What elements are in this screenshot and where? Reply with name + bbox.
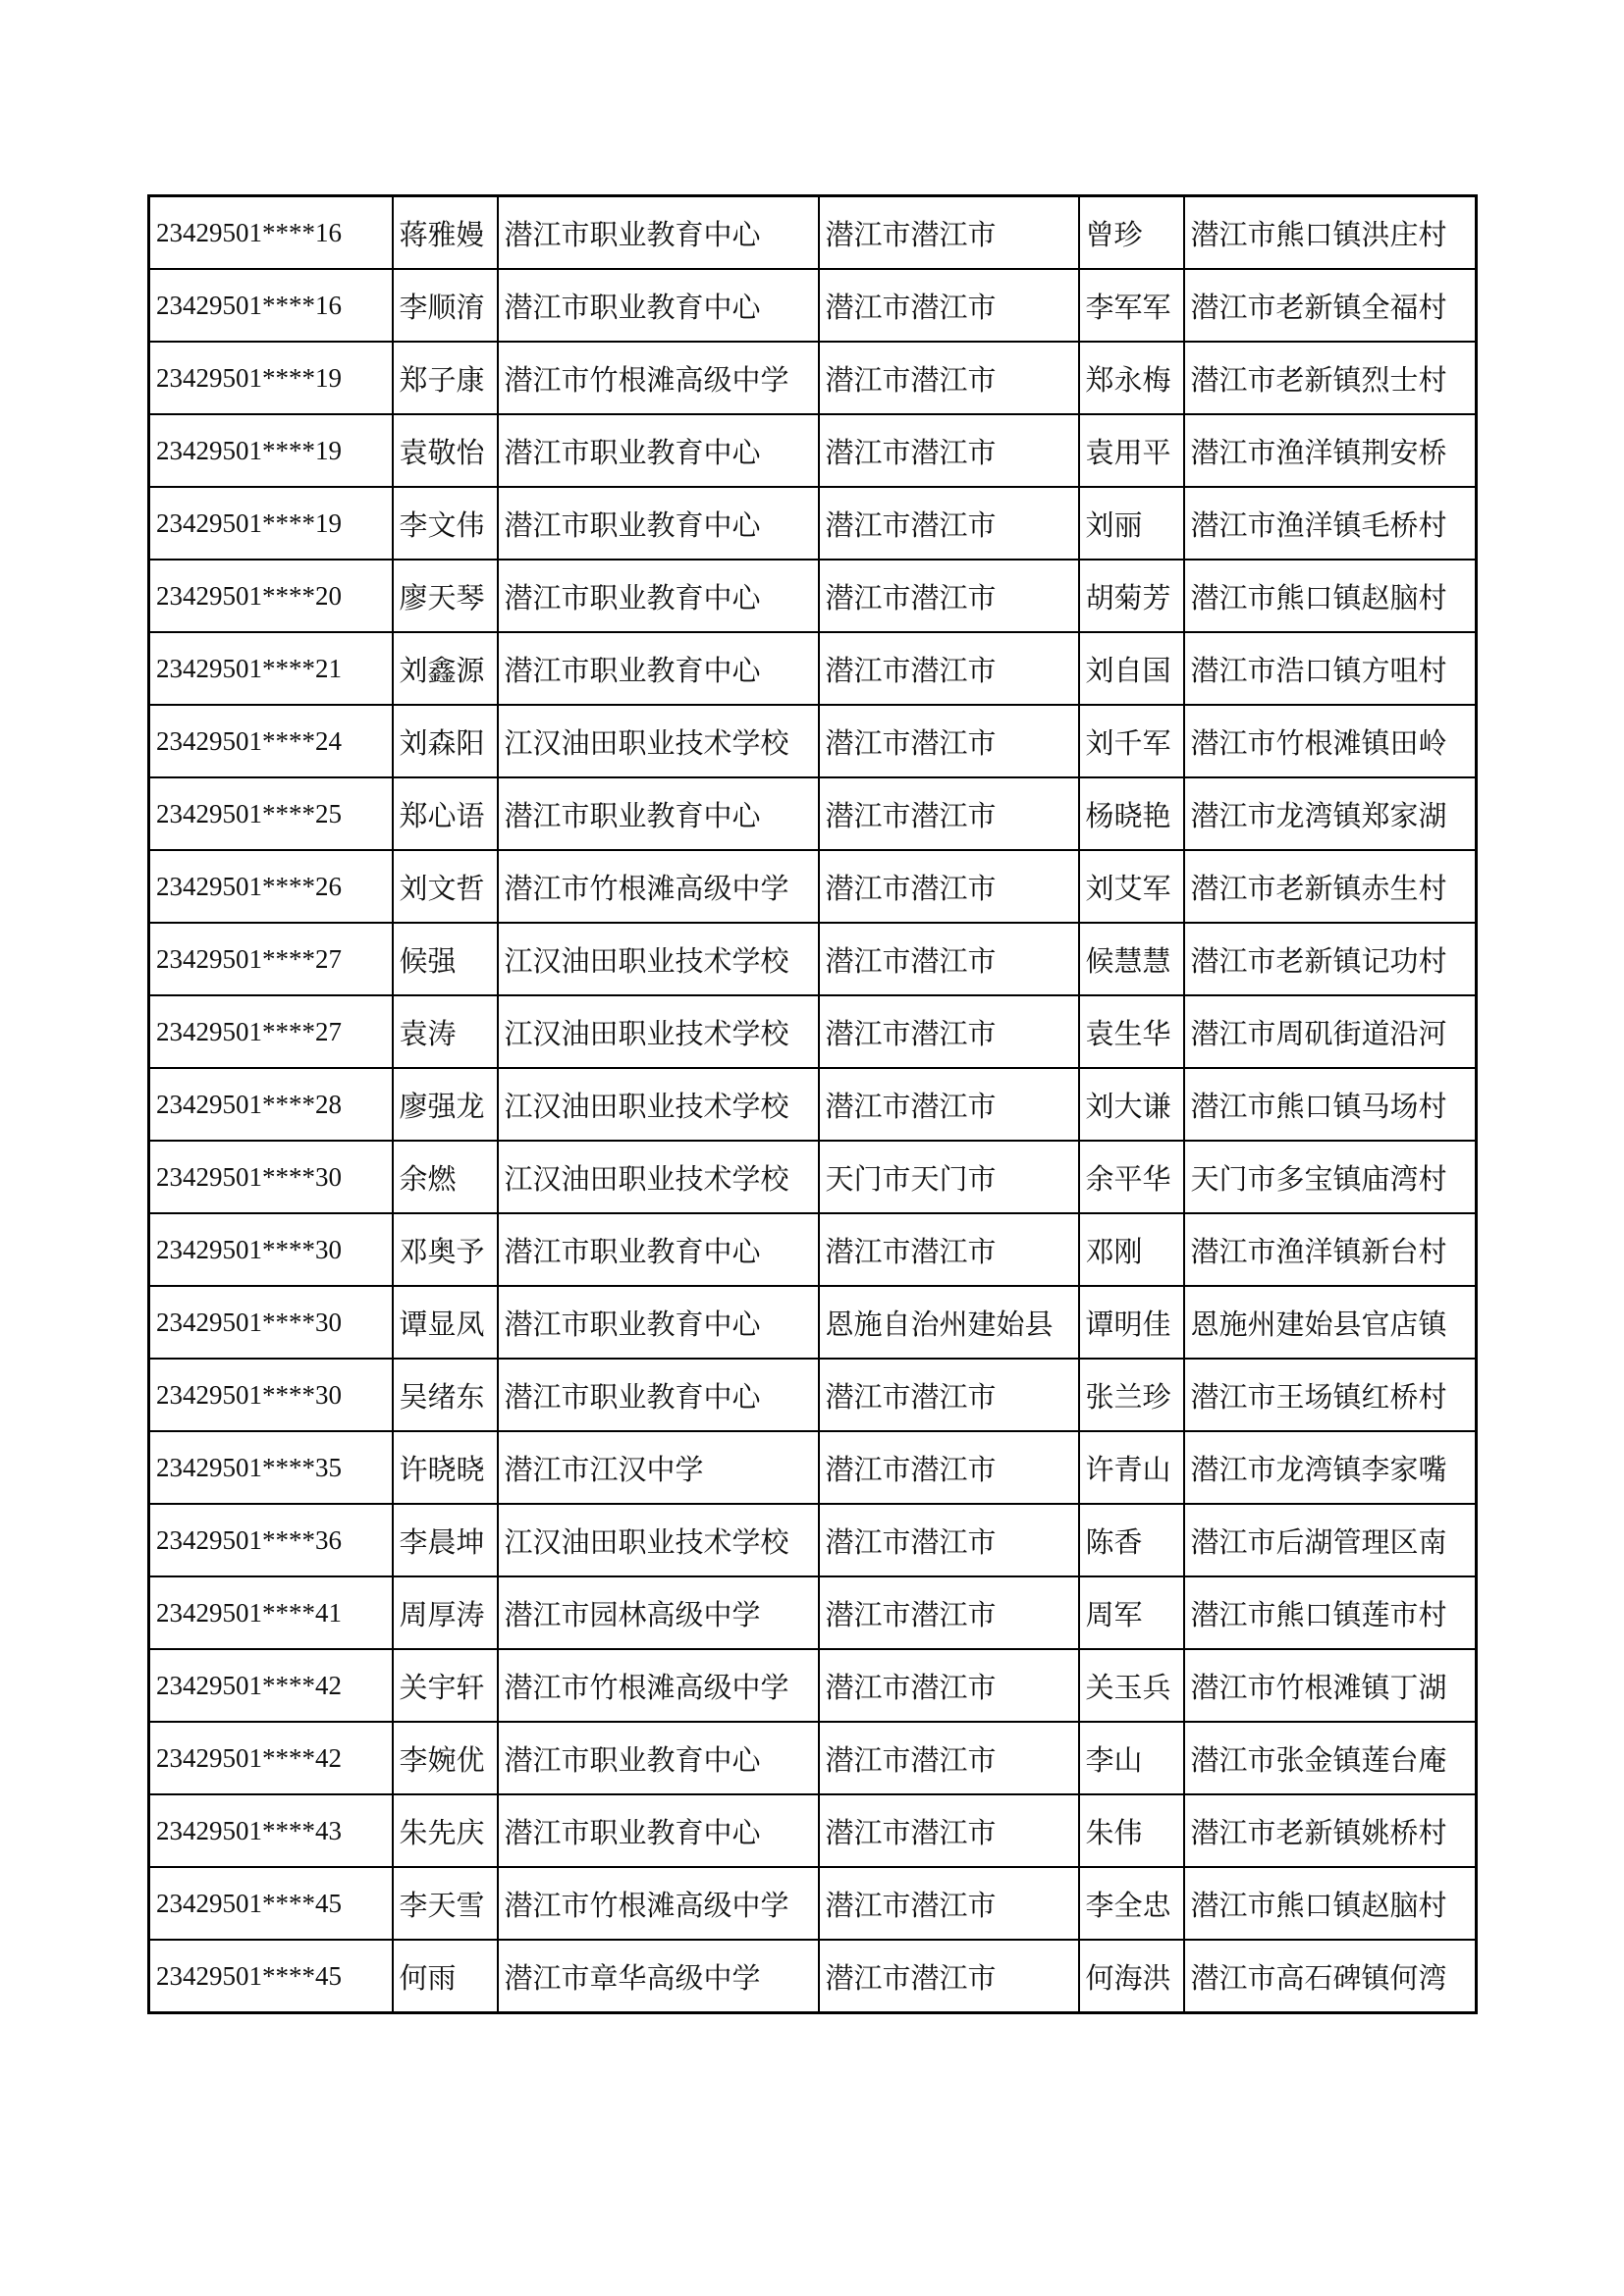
school-cell: 潜江市职业教育中心 bbox=[498, 487, 819, 560]
table-row bbox=[149, 1359, 1477, 1431]
address-cell: 潜江市老新镇烈士村 bbox=[1184, 342, 1477, 414]
address-cell: 潜江市熊口镇赵脑村 bbox=[1184, 560, 1477, 632]
region-cell: 潜江市潜江市 bbox=[819, 1504, 1079, 1576]
student-name-cell: 刘森阳 bbox=[393, 705, 498, 777]
table-row bbox=[149, 1576, 1477, 1649]
address-cell: 恩施州建始县官店镇 bbox=[1184, 1286, 1477, 1359]
table-row bbox=[149, 632, 1477, 705]
student-id-cell: 23429501****27 bbox=[149, 995, 393, 1068]
school-cell: 江汉油田职业技术学校 bbox=[498, 923, 819, 995]
school-cell: 潜江市职业教育中心 bbox=[498, 777, 819, 850]
table-row bbox=[149, 196, 1477, 270]
student-name-cell: 朱先庆 bbox=[393, 1794, 498, 1867]
student-id-cell: 23429501****41 bbox=[149, 1576, 393, 1649]
school-cell: 潜江市竹根滩高级中学 bbox=[498, 850, 819, 923]
region-cell: 潜江市潜江市 bbox=[819, 414, 1079, 487]
table-row bbox=[149, 414, 1477, 487]
address-cell: 潜江市高石碑镇何湾 bbox=[1184, 1940, 1477, 2013]
guardian-name-cell: 候慧慧 bbox=[1079, 923, 1184, 995]
address-cell: 天门市多宝镇庙湾村 bbox=[1184, 1141, 1477, 1213]
student-name-cell: 李天雪 bbox=[393, 1867, 498, 1940]
address-cell: 潜江市浩口镇方咀村 bbox=[1184, 632, 1477, 705]
school-cell: 潜江市职业教育中心 bbox=[498, 1213, 819, 1286]
region-cell: 潜江市潜江市 bbox=[819, 995, 1079, 1068]
student-id-cell: 23429501****36 bbox=[149, 1504, 393, 1576]
address-cell: 潜江市老新镇记功村 bbox=[1184, 923, 1477, 995]
address-cell: 潜江市熊口镇莲市村 bbox=[1184, 1576, 1477, 1649]
student-name-cell: 谭显凤 bbox=[393, 1286, 498, 1359]
student-id-cell: 23429501****25 bbox=[149, 777, 393, 850]
student-id-cell: 23429501****27 bbox=[149, 923, 393, 995]
guardian-name-cell: 许青山 bbox=[1079, 1431, 1184, 1504]
region-cell: 潜江市潜江市 bbox=[819, 777, 1079, 850]
table-row bbox=[149, 1286, 1477, 1359]
address-cell: 潜江市熊口镇洪庄村 bbox=[1184, 196, 1477, 270]
student-name-cell: 袁涛 bbox=[393, 995, 498, 1068]
table-row bbox=[149, 1940, 1477, 2013]
region-cell: 潜江市潜江市 bbox=[819, 1213, 1079, 1286]
student-id-cell: 23429501****19 bbox=[149, 487, 393, 560]
region-cell: 潜江市潜江市 bbox=[819, 196, 1079, 270]
student-id-cell: 23429501****21 bbox=[149, 632, 393, 705]
region-cell: 潜江市潜江市 bbox=[819, 1867, 1079, 1940]
address-cell: 潜江市渔洋镇毛桥村 bbox=[1184, 487, 1477, 560]
guardian-name-cell: 余平华 bbox=[1079, 1141, 1184, 1213]
guardian-name-cell: 胡菊芳 bbox=[1079, 560, 1184, 632]
guardian-name-cell: 刘丽 bbox=[1079, 487, 1184, 560]
region-cell: 潜江市潜江市 bbox=[819, 705, 1079, 777]
address-cell: 潜江市竹根滩镇田岭 bbox=[1184, 705, 1477, 777]
address-cell: 潜江市周矶街道沿河 bbox=[1184, 995, 1477, 1068]
region-cell: 潜江市潜江市 bbox=[819, 1359, 1079, 1431]
address-cell: 潜江市老新镇赤生村 bbox=[1184, 850, 1477, 923]
school-cell: 潜江市职业教育中心 bbox=[498, 1286, 819, 1359]
student-name-cell: 李顺淯 bbox=[393, 269, 498, 342]
school-cell: 潜江市职业教育中心 bbox=[498, 560, 819, 632]
address-cell: 潜江市熊口镇马场村 bbox=[1184, 1068, 1477, 1141]
student-id-cell: 23429501****24 bbox=[149, 705, 393, 777]
student-name-cell: 李晨坤 bbox=[393, 1504, 498, 1576]
region-cell: 潜江市潜江市 bbox=[819, 632, 1079, 705]
region-cell: 潜江市潜江市 bbox=[819, 560, 1079, 632]
table-row bbox=[149, 269, 1477, 342]
school-cell: 潜江市园林高级中学 bbox=[498, 1576, 819, 1649]
school-cell: 潜江市章华高级中学 bbox=[498, 1940, 819, 2013]
guardian-name-cell: 曾珍 bbox=[1079, 196, 1184, 270]
table-row bbox=[149, 777, 1477, 850]
table-row bbox=[149, 1722, 1477, 1794]
region-cell: 潜江市潜江市 bbox=[819, 269, 1079, 342]
student-id-cell: 23429501****30 bbox=[149, 1213, 393, 1286]
student-id-cell: 23429501****30 bbox=[149, 1141, 393, 1213]
student-name-cell: 周厚涛 bbox=[393, 1576, 498, 1649]
school-cell: 潜江市职业教育中心 bbox=[498, 1722, 819, 1794]
region-cell: 潜江市潜江市 bbox=[819, 1576, 1079, 1649]
region-cell: 潜江市潜江市 bbox=[819, 487, 1079, 560]
address-cell: 潜江市老新镇姚桥村 bbox=[1184, 1794, 1477, 1867]
address-cell: 潜江市张金镇莲台庵 bbox=[1184, 1722, 1477, 1794]
table-row bbox=[149, 1794, 1477, 1867]
school-cell: 潜江市职业教育中心 bbox=[498, 269, 819, 342]
guardian-name-cell: 何海洪 bbox=[1079, 1940, 1184, 2013]
roster-table bbox=[147, 194, 1478, 2014]
student-name-cell: 刘鑫源 bbox=[393, 632, 498, 705]
school-cell: 江汉油田职业技术学校 bbox=[498, 1068, 819, 1141]
table-row bbox=[149, 1141, 1477, 1213]
guardian-name-cell: 陈香 bbox=[1079, 1504, 1184, 1576]
student-name-cell: 廖强龙 bbox=[393, 1068, 498, 1141]
student-id-cell: 23429501****30 bbox=[149, 1286, 393, 1359]
guardian-name-cell: 刘自国 bbox=[1079, 632, 1184, 705]
student-id-cell: 23429501****42 bbox=[149, 1722, 393, 1794]
student-id-cell: 23429501****42 bbox=[149, 1649, 393, 1722]
guardian-name-cell: 袁用平 bbox=[1079, 414, 1184, 487]
student-id-cell: 23429501****26 bbox=[149, 850, 393, 923]
table-row bbox=[149, 1431, 1477, 1504]
student-name-cell: 许晓晓 bbox=[393, 1431, 498, 1504]
region-cell: 潜江市潜江市 bbox=[819, 850, 1079, 923]
region-cell: 潜江市潜江市 bbox=[819, 1722, 1079, 1794]
student-id-cell: 23429501****16 bbox=[149, 196, 393, 270]
table-row bbox=[149, 995, 1477, 1068]
address-cell: 潜江市熊口镇赵脑村 bbox=[1184, 1867, 1477, 1940]
region-cell: 潜江市潜江市 bbox=[819, 1649, 1079, 1722]
guardian-name-cell: 谭明佳 bbox=[1079, 1286, 1184, 1359]
table-row bbox=[149, 1504, 1477, 1576]
table-row bbox=[149, 850, 1477, 923]
student-name-cell: 郑心语 bbox=[393, 777, 498, 850]
school-cell: 潜江市竹根滩高级中学 bbox=[498, 1649, 819, 1722]
student-name-cell: 郑子康 bbox=[393, 342, 498, 414]
guardian-name-cell: 李全忠 bbox=[1079, 1867, 1184, 1940]
address-cell: 潜江市龙湾镇郑家湖 bbox=[1184, 777, 1477, 850]
guardian-name-cell: 刘千军 bbox=[1079, 705, 1184, 777]
student-name-cell: 邓奥予 bbox=[393, 1213, 498, 1286]
school-cell: 潜江市江汉中学 bbox=[498, 1431, 819, 1504]
school-cell: 江汉油田职业技术学校 bbox=[498, 995, 819, 1068]
region-cell: 天门市天门市 bbox=[819, 1141, 1079, 1213]
table-row bbox=[149, 342, 1477, 414]
guardian-name-cell: 邓刚 bbox=[1079, 1213, 1184, 1286]
region-cell: 潜江市潜江市 bbox=[819, 342, 1079, 414]
school-cell: 江汉油田职业技术学校 bbox=[498, 705, 819, 777]
student-name-cell: 吴绪东 bbox=[393, 1359, 498, 1431]
student-name-cell: 关宇轩 bbox=[393, 1649, 498, 1722]
school-cell: 江汉油田职业技术学校 bbox=[498, 1504, 819, 1576]
table-row bbox=[149, 560, 1477, 632]
student-id-cell: 23429501****16 bbox=[149, 269, 393, 342]
region-cell: 潜江市潜江市 bbox=[819, 1794, 1079, 1867]
student-id-cell: 23429501****43 bbox=[149, 1794, 393, 1867]
student-id-cell: 23429501****45 bbox=[149, 1867, 393, 1940]
table-row bbox=[149, 1068, 1477, 1141]
guardian-name-cell: 李军军 bbox=[1079, 269, 1184, 342]
guardian-name-cell: 关玉兵 bbox=[1079, 1649, 1184, 1722]
student-name-cell: 刘文哲 bbox=[393, 850, 498, 923]
roster-table-body bbox=[149, 196, 1477, 2013]
address-cell: 潜江市后湖管理区南 bbox=[1184, 1504, 1477, 1576]
table-row bbox=[149, 1649, 1477, 1722]
table-row bbox=[149, 1867, 1477, 1940]
address-cell: 潜江市老新镇全福村 bbox=[1184, 269, 1477, 342]
address-cell: 潜江市渔洋镇新台村 bbox=[1184, 1213, 1477, 1286]
guardian-name-cell: 杨晓艳 bbox=[1079, 777, 1184, 850]
guardian-name-cell: 刘艾军 bbox=[1079, 850, 1184, 923]
table-row bbox=[149, 923, 1477, 995]
student-id-cell: 23429501****30 bbox=[149, 1359, 393, 1431]
student-name-cell: 蒋雅嫚 bbox=[393, 196, 498, 270]
school-cell: 潜江市职业教育中心 bbox=[498, 196, 819, 270]
address-cell: 潜江市龙湾镇李家嘴 bbox=[1184, 1431, 1477, 1504]
student-id-cell: 23429501****45 bbox=[149, 1940, 393, 2013]
student-id-cell: 23429501****28 bbox=[149, 1068, 393, 1141]
region-cell: 潜江市潜江市 bbox=[819, 1431, 1079, 1504]
student-id-cell: 23429501****35 bbox=[149, 1431, 393, 1504]
guardian-name-cell: 刘大谦 bbox=[1079, 1068, 1184, 1141]
student-name-cell: 李文伟 bbox=[393, 487, 498, 560]
school-cell: 潜江市竹根滩高级中学 bbox=[498, 1867, 819, 1940]
student-id-cell: 23429501****19 bbox=[149, 342, 393, 414]
school-cell: 潜江市职业教育中心 bbox=[498, 1359, 819, 1431]
student-name-cell: 廖天琴 bbox=[393, 560, 498, 632]
student-id-cell: 23429501****20 bbox=[149, 560, 393, 632]
address-cell: 潜江市王场镇红桥村 bbox=[1184, 1359, 1477, 1431]
table-row bbox=[149, 705, 1477, 777]
student-name-cell: 候强 bbox=[393, 923, 498, 995]
guardian-name-cell: 张兰珍 bbox=[1079, 1359, 1184, 1431]
table-row bbox=[149, 487, 1477, 560]
address-cell: 潜江市竹根滩镇丁湖 bbox=[1184, 1649, 1477, 1722]
guardian-name-cell: 朱伟 bbox=[1079, 1794, 1184, 1867]
table-row bbox=[149, 1213, 1477, 1286]
guardian-name-cell: 郑永梅 bbox=[1079, 342, 1184, 414]
student-name-cell: 余燃 bbox=[393, 1141, 498, 1213]
student-name-cell: 李婉优 bbox=[393, 1722, 498, 1794]
region-cell: 潜江市潜江市 bbox=[819, 1068, 1079, 1141]
guardian-name-cell: 李山 bbox=[1079, 1722, 1184, 1794]
region-cell: 潜江市潜江市 bbox=[819, 1940, 1079, 2013]
school-cell: 潜江市职业教育中心 bbox=[498, 1794, 819, 1867]
guardian-name-cell: 周军 bbox=[1079, 1576, 1184, 1649]
school-cell: 潜江市职业教育中心 bbox=[498, 414, 819, 487]
region-cell: 恩施自治州建始县 bbox=[819, 1286, 1079, 1359]
guardian-name-cell: 袁生华 bbox=[1079, 995, 1184, 1068]
address-cell: 潜江市渔洋镇荆安桥 bbox=[1184, 414, 1477, 487]
school-cell: 潜江市职业教育中心 bbox=[498, 632, 819, 705]
student-id-cell: 23429501****19 bbox=[149, 414, 393, 487]
student-name-cell: 袁敬怡 bbox=[393, 414, 498, 487]
region-cell: 潜江市潜江市 bbox=[819, 923, 1079, 995]
student-name-cell: 何雨 bbox=[393, 1940, 498, 2013]
school-cell: 江汉油田职业技术学校 bbox=[498, 1141, 819, 1213]
school-cell: 潜江市竹根滩高级中学 bbox=[498, 342, 819, 414]
